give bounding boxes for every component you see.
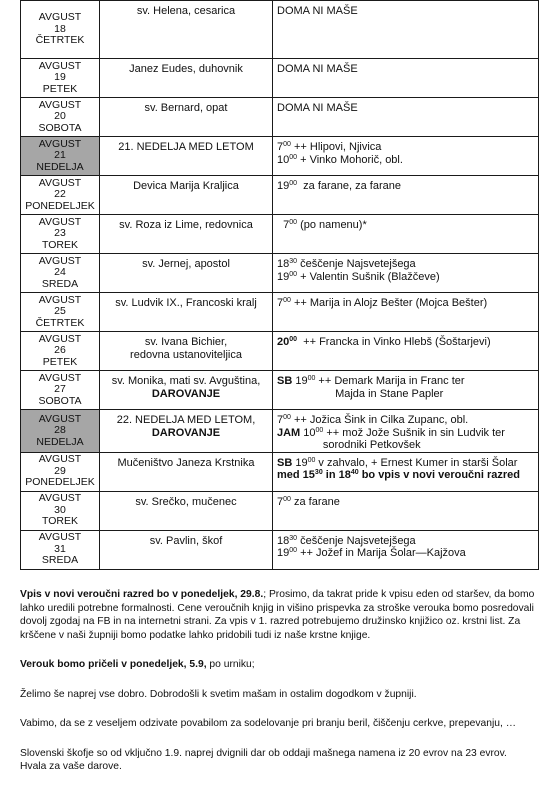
mass-text: češčenje Najsvetejšega <box>297 258 416 270</box>
date-day: 18 <box>54 22 66 35</box>
feast-line: sv. Ivana Bichier, <box>144 336 228 348</box>
time-minutes: 00 <box>307 456 316 464</box>
date-cell <box>21 176 100 215</box>
date-day: 23 <box>54 227 66 240</box>
date-day: 22 <box>54 188 66 201</box>
mass-text: SB <box>277 456 293 469</box>
feast-cell <box>100 176 273 215</box>
mass-cell <box>273 410 539 453</box>
mass-line <box>277 457 538 470</box>
time-minutes: 00 <box>283 297 291 304</box>
schedule-row <box>21 293 539 332</box>
mass-text: ++ Demark Marija in Franc ter <box>315 375 465 387</box>
date-cell <box>21 332 100 371</box>
time-minutes: 00 <box>289 219 298 226</box>
mass-text: 19 <box>277 180 290 192</box>
mass-text: med 15 <box>277 469 315 481</box>
mass-text: 19 <box>292 456 308 469</box>
mass-text: 7 <box>277 141 284 153</box>
feast-line: sv. Ludvik IX., Francoski kralj <box>115 297 257 309</box>
mass-cell <box>273 452 539 491</box>
mass-line <box>277 547 538 560</box>
schedule-row <box>21 530 539 569</box>
date-month: AVGUST <box>38 59 82 72</box>
feast-cell <box>100 215 273 254</box>
mass-line <box>277 219 538 232</box>
mass-text: 18 <box>277 258 290 270</box>
feast-line: sv. Jernej, apostol <box>142 258 230 270</box>
mass-cell <box>273 137 539 176</box>
schedule-row <box>21 410 539 453</box>
mass-text: DOMA NI MAŠE <box>277 63 358 75</box>
date-day: 20 <box>54 110 66 123</box>
mass-text: ++ Marija in Alojz Bešter (Mojca Bešter) <box>290 297 488 309</box>
mass-text: za farane <box>290 495 340 508</box>
feast-cell <box>100 254 273 293</box>
mass-cell <box>273 332 539 371</box>
enrollment-text: ; Prosimo, da takrat pride k vpisu eden od staršev, da bomo lahko uredili potrebne formalnosti. Cene veroučnih knjig in višino prispevka za stroške verouka bomo posredovali dovolj zgodaj na FB in na internetni strani. Za vpis v 1. razred potrebujemo družinsko knjižico oz. krstni list. Za krščene v naši župniji bomo podatke lahko pridobili tudi iz naše krstne knjige. <box>20 589 535 641</box>
time-minutes: 00 <box>289 547 298 554</box>
start-note <box>20 658 536 672</box>
date-weekday: SOBOTA <box>38 121 82 134</box>
date-month: AVGUST <box>38 98 82 111</box>
date-weekday: NEDELJA <box>36 160 84 173</box>
date-weekday: PETEK <box>42 82 78 95</box>
time-minutes: 00 <box>315 426 324 434</box>
mass-text: v zahvalo, + Ernest Kumer in starši Šolar <box>315 456 518 469</box>
mass-text: + Vinko Mohorič, obl. <box>297 153 403 166</box>
date-weekday: SREDA <box>41 277 79 290</box>
time-minutes: 00 <box>307 375 316 382</box>
feast-line: sv. Bernard, opat <box>144 102 228 114</box>
date-cell <box>21 293 100 332</box>
schedule-row <box>21 491 539 530</box>
time-minutes: 30 <box>289 534 298 542</box>
mass-text: DOMA NI MAŠE <box>277 5 358 17</box>
mass-text: ++ Hlipovi, Njivica <box>290 141 382 153</box>
mass-text: Majda in Stane Papler <box>277 387 444 400</box>
mass-line <box>277 258 538 271</box>
date-day: 31 <box>54 542 66 555</box>
schedule-row <box>21 332 539 371</box>
mass-line <box>277 63 538 76</box>
mass-text: in 18 <box>322 469 351 481</box>
feast-line: Janez Eudes, duhovnik <box>129 63 243 75</box>
start-heading: Verouk bomo pričeli v ponedeljek, 5.9, <box>20 659 207 670</box>
date-month: AVGUST <box>38 11 82 24</box>
mass-cell <box>273 491 539 530</box>
mass-cell <box>273 371 539 410</box>
mass-text: ++ mož Jože Sušnik in sin Ludvik ter <box>323 426 505 439</box>
date-month: AVGUST <box>38 453 82 466</box>
date-weekday: TOREK <box>42 238 78 251</box>
mass-text: 10 <box>277 153 290 166</box>
date-month: AVGUST <box>38 371 82 384</box>
date-month: AVGUST <box>38 531 82 544</box>
mass-line <box>277 336 538 349</box>
feast-cell <box>100 137 273 176</box>
mass-text: 7 <box>277 495 284 508</box>
feast-cell <box>100 371 273 410</box>
feast-cell <box>100 332 273 371</box>
date-month: AVGUST <box>38 254 82 267</box>
date-cell <box>21 254 100 293</box>
feast-line: redovna ustanoviteljica <box>130 348 242 361</box>
mass-line <box>277 414 538 427</box>
date-month: AVGUST <box>38 137 82 150</box>
schedule-row <box>21 98 539 137</box>
date-cell <box>21 98 100 137</box>
mass-text: bo vpis v novi veroučni razred <box>358 469 521 481</box>
mass-text: 7 <box>277 219 290 231</box>
date-cell <box>21 371 100 410</box>
date-cell <box>21 530 100 569</box>
feast-line: DAROVANJE <box>151 387 221 400</box>
mass-line <box>277 5 538 18</box>
date-weekday: PONEDELJEK <box>25 476 95 489</box>
feast-line: sv. Pavlin, škof <box>149 534 223 547</box>
date-cell <box>21 1 100 59</box>
mass-text: češčenje Najsvetejšega <box>297 534 416 547</box>
mass-text: 7 <box>277 297 284 309</box>
date-day: 25 <box>54 305 66 318</box>
time-minutes: 00 <box>283 141 291 148</box>
mass-line <box>277 180 538 193</box>
schedule-row <box>21 176 539 215</box>
date-day: 29 <box>54 464 66 477</box>
mass-text: ++ Francka in Vinko Hlebš (Šoštarjevi) <box>297 336 491 348</box>
feast-line: DAROVANJE <box>151 426 221 439</box>
date-month: AVGUST <box>38 412 82 425</box>
date-weekday: PONEDELJEK <box>25 199 95 212</box>
bishops-note: Slovenski škofje so od vključno 1.9. naprej dvignili dar ob oddaji mašnega namena iz 20 evrov na 23 evrov. Hvala za vaše darove. <box>20 747 507 772</box>
time-minutes: 00 <box>283 495 291 503</box>
feast-cell <box>100 491 273 530</box>
schedule-row <box>21 215 539 254</box>
mass-text: za farane, za farane <box>297 180 401 192</box>
time-minutes: 40 <box>350 469 359 476</box>
mass-text: SB <box>277 375 293 387</box>
schedule-row <box>21 254 539 293</box>
schedule-row <box>21 1 539 59</box>
mass-text: (po namenu)* <box>297 219 367 231</box>
date-day: 19 <box>54 71 66 84</box>
enrollment-heading: Vpis v novi veroučni razred bo v ponedeljek, 29.8. <box>20 589 264 600</box>
feast-cell <box>100 1 273 59</box>
mass-text: 19 <box>292 375 308 387</box>
mass-text: 18 <box>277 534 290 547</box>
mass-line <box>277 469 538 482</box>
feast-line: Devica Marija Kraljica <box>133 180 239 192</box>
mass-cell <box>273 530 539 569</box>
time-minutes: 00 <box>289 180 298 187</box>
feast-line: 21. NEDELJA MED LETOM <box>118 141 254 153</box>
feast-cell <box>100 410 273 453</box>
schedule-row <box>21 452 539 491</box>
date-weekday: ČETRTEK <box>35 316 85 329</box>
mass-text: + Valentin Sušnik (Blažčeve) <box>297 270 440 283</box>
start-text: po urniku; <box>206 659 255 670</box>
invite-note: Vabimo, da se z veseljem odzivate povabilom za sodelovanje pri branju beril, čiščenju cerkve, prepevanju, … <box>20 718 517 729</box>
date-day: 30 <box>54 503 66 516</box>
schedule-row <box>21 59 539 98</box>
feast-cell <box>100 452 273 491</box>
date-weekday: ČETRTEK <box>35 34 85 47</box>
feast-line: sv. Roza iz Lime, redovnica <box>119 219 253 231</box>
mass-text: sorodniki Petkovšek <box>277 439 421 451</box>
announcements <box>20 588 536 774</box>
schedule-row <box>21 371 539 410</box>
feast-cell <box>100 98 273 137</box>
mass-line <box>277 427 538 440</box>
time-minutes: 30 <box>289 258 298 265</box>
feast-line: Mučeništvo Janeza Krstnika <box>117 456 255 469</box>
date-cell <box>21 215 100 254</box>
date-weekday: NEDELJA <box>36 435 84 448</box>
mass-text: ++ Jožica Šink in Cilka Zupanc, obl. <box>290 414 469 426</box>
time-minutes: 30 <box>314 469 323 476</box>
date-weekday: TOREK <box>42 515 78 528</box>
mass-line <box>277 535 538 548</box>
mass-cell <box>273 254 539 293</box>
date-day: 28 <box>54 424 66 436</box>
date-cell <box>21 137 100 176</box>
mass-text: ++ Jožef in Marija Šolar—Kajžova <box>297 547 466 559</box>
feast-line: sv. Monika, mati sv. Avguština, <box>111 375 261 387</box>
mass-line <box>277 297 538 310</box>
mass-line <box>277 102 538 115</box>
mass-cell <box>273 59 539 98</box>
date-month: AVGUST <box>38 176 82 189</box>
mass-text: 7 <box>277 414 284 426</box>
schedule-body <box>21 1 539 570</box>
date-cell <box>21 452 100 491</box>
mass-text: 19 <box>277 270 290 283</box>
feast-cell <box>100 530 273 569</box>
date-month: AVGUST <box>38 293 82 306</box>
date-month: AVGUST <box>38 332 82 345</box>
date-day: 27 <box>54 383 66 396</box>
time-minutes: 00 <box>289 153 298 161</box>
mass-line <box>277 439 538 452</box>
mass-cell <box>273 1 539 59</box>
mass-line <box>277 388 538 401</box>
date-cell <box>21 410 100 453</box>
date-day: 21 <box>54 149 66 162</box>
mass-line <box>277 375 538 388</box>
mass-text: 20 <box>277 336 290 348</box>
date-cell <box>21 491 100 530</box>
mass-cell <box>273 98 539 137</box>
mass-cell <box>273 293 539 332</box>
mass-text: JAM <box>277 426 301 439</box>
mass-text: 10 <box>300 426 316 439</box>
feast-cell <box>100 59 273 98</box>
schedule-row <box>21 137 539 176</box>
wishes-note: Želimo še naprej vse dobro. Dobrodošli k svetim mašam in ostalim dogodkom v župniji. <box>20 688 417 700</box>
mass-line <box>277 154 538 167</box>
mass-cell <box>273 176 539 215</box>
time-minutes: 00 <box>289 336 298 343</box>
date-weekday: SOBOTA <box>38 394 82 407</box>
mass-text: 19 <box>277 547 290 559</box>
feast-line: sv. Helena, cesarica <box>136 5 236 17</box>
feast-cell <box>100 293 273 332</box>
date-month: AVGUST <box>38 492 82 505</box>
mass-line <box>277 496 538 509</box>
time-minutes: 00 <box>289 270 298 278</box>
enrollment-note <box>20 588 536 642</box>
mass-line <box>277 141 538 154</box>
date-day: 26 <box>54 344 66 357</box>
date-cell <box>21 59 100 98</box>
time-minutes: 00 <box>283 414 291 421</box>
mass-text: DOMA NI MAŠE <box>277 102 358 114</box>
date-weekday: SREDA <box>41 554 79 567</box>
feast-line: sv. Srečko, mučenec <box>135 495 237 508</box>
mass-schedule-table <box>20 0 539 570</box>
date-weekday: PETEK <box>42 355 78 368</box>
feast-line: 22. NEDELJA MED LETOM, <box>116 414 256 426</box>
mass-cell <box>273 215 539 254</box>
mass-line <box>277 271 538 284</box>
date-day: 24 <box>54 266 66 279</box>
date-month: AVGUST <box>38 215 82 228</box>
